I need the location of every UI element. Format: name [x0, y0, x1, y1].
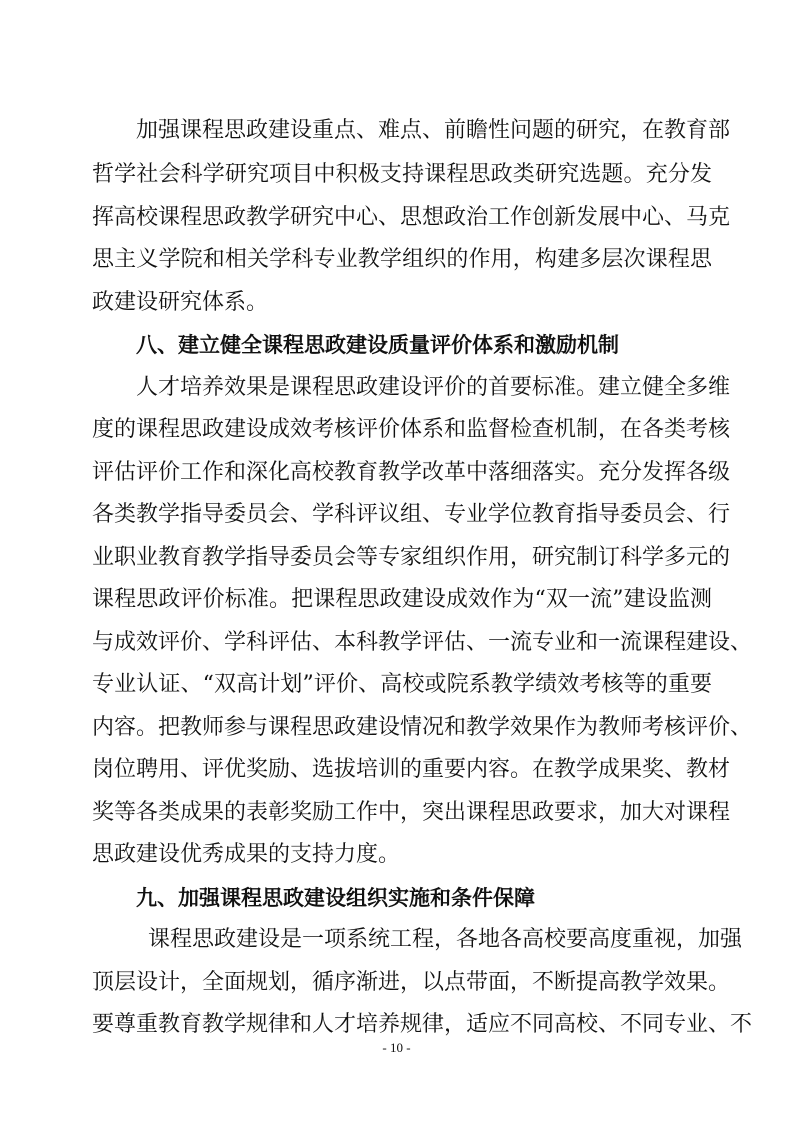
paragraph-2-line-7: 与成效评价、学科评估、本科教学评估、一流专业和一流课程建设、	[92, 630, 753, 655]
paragraph-2-line-1: 人才培养效果是课程思政建设评价的首要标准。建立健全多维	[136, 375, 731, 400]
paragraph-1-line-4: 思主义学院和相关学科专业教学组织的作用，构建多层次课程思	[92, 247, 712, 272]
paragraph-2-line-10: 岗位聘用、评优奖励、选拔培训的重要内容。在教学成果奖、教材	[92, 757, 731, 782]
paragraph-2-line-2: 度的课程思政建设成效考核评价体系和监督检查机制，在各类考核	[92, 417, 731, 442]
section-heading-9: 九、加强课程思政建设组织实施和条件保障	[136, 886, 535, 910]
paragraph-3-line-2: 顶层设计，全面规划，循序渐进，以点带面，不断提高教学效果。	[92, 970, 731, 995]
paragraph-2-line-3: 评估评价工作和深化高校教育教学改革中落细落实。充分发挥各级	[92, 460, 731, 485]
paragraph-2-line-4: 各类教学指导委员会、学科评议组、专业学位教育指导委员会、行	[92, 502, 731, 527]
paragraph-1-line-1: 加强课程思政建设重点、难点、前瞻性问题的研究，在教育部	[136, 118, 731, 143]
paragraph-1-line-5: 政建设研究体系。	[92, 290, 269, 315]
paragraph-1-line-3: 挥高校课程思政教学研究中心、思想政治工作创新发展中心、马克	[92, 205, 731, 230]
paragraph-2-line-11: 奖等各类成果的表彰奖励工作中，突出课程思政要求，加大对课程	[92, 800, 731, 825]
paragraph-2-line-6: 课程思政评价标准。把课程思政建设成效作为“双一流”建设监测	[92, 587, 712, 612]
paragraph-3-line-3: 要尊重教育教学规律和人才培养规律，适应不同高校、不同专业、不	[92, 1012, 753, 1037]
paragraph-2-line-9: 内容。把教师参与课程思政建设情况和教学效果作为教师考核评价、	[92, 715, 753, 740]
paragraph-1-line-2: 哲学社会科学研究项目中积极支持课程思政类研究选题。充分发	[92, 162, 712, 187]
paragraph-3-line-1: 课程思政建设是一项系统工程，各地各高校要高度重视，加强	[148, 927, 743, 952]
paragraph-2-line-12: 思政建设优秀成果的支持力度。	[92, 842, 401, 867]
page-number: - 10 -	[382, 1040, 411, 1055]
paragraph-2-line-5: 业职业教育教学指导委员会等专家组织作用，研究制订科学多元的	[92, 545, 731, 570]
section-heading-8: 八、建立健全课程思政建设质量评价体系和激励机制	[136, 333, 619, 357]
paragraph-2-line-8: 专业认证、“双高计划”评价、高校或院系教学绩效考核等的重要	[92, 672, 712, 697]
